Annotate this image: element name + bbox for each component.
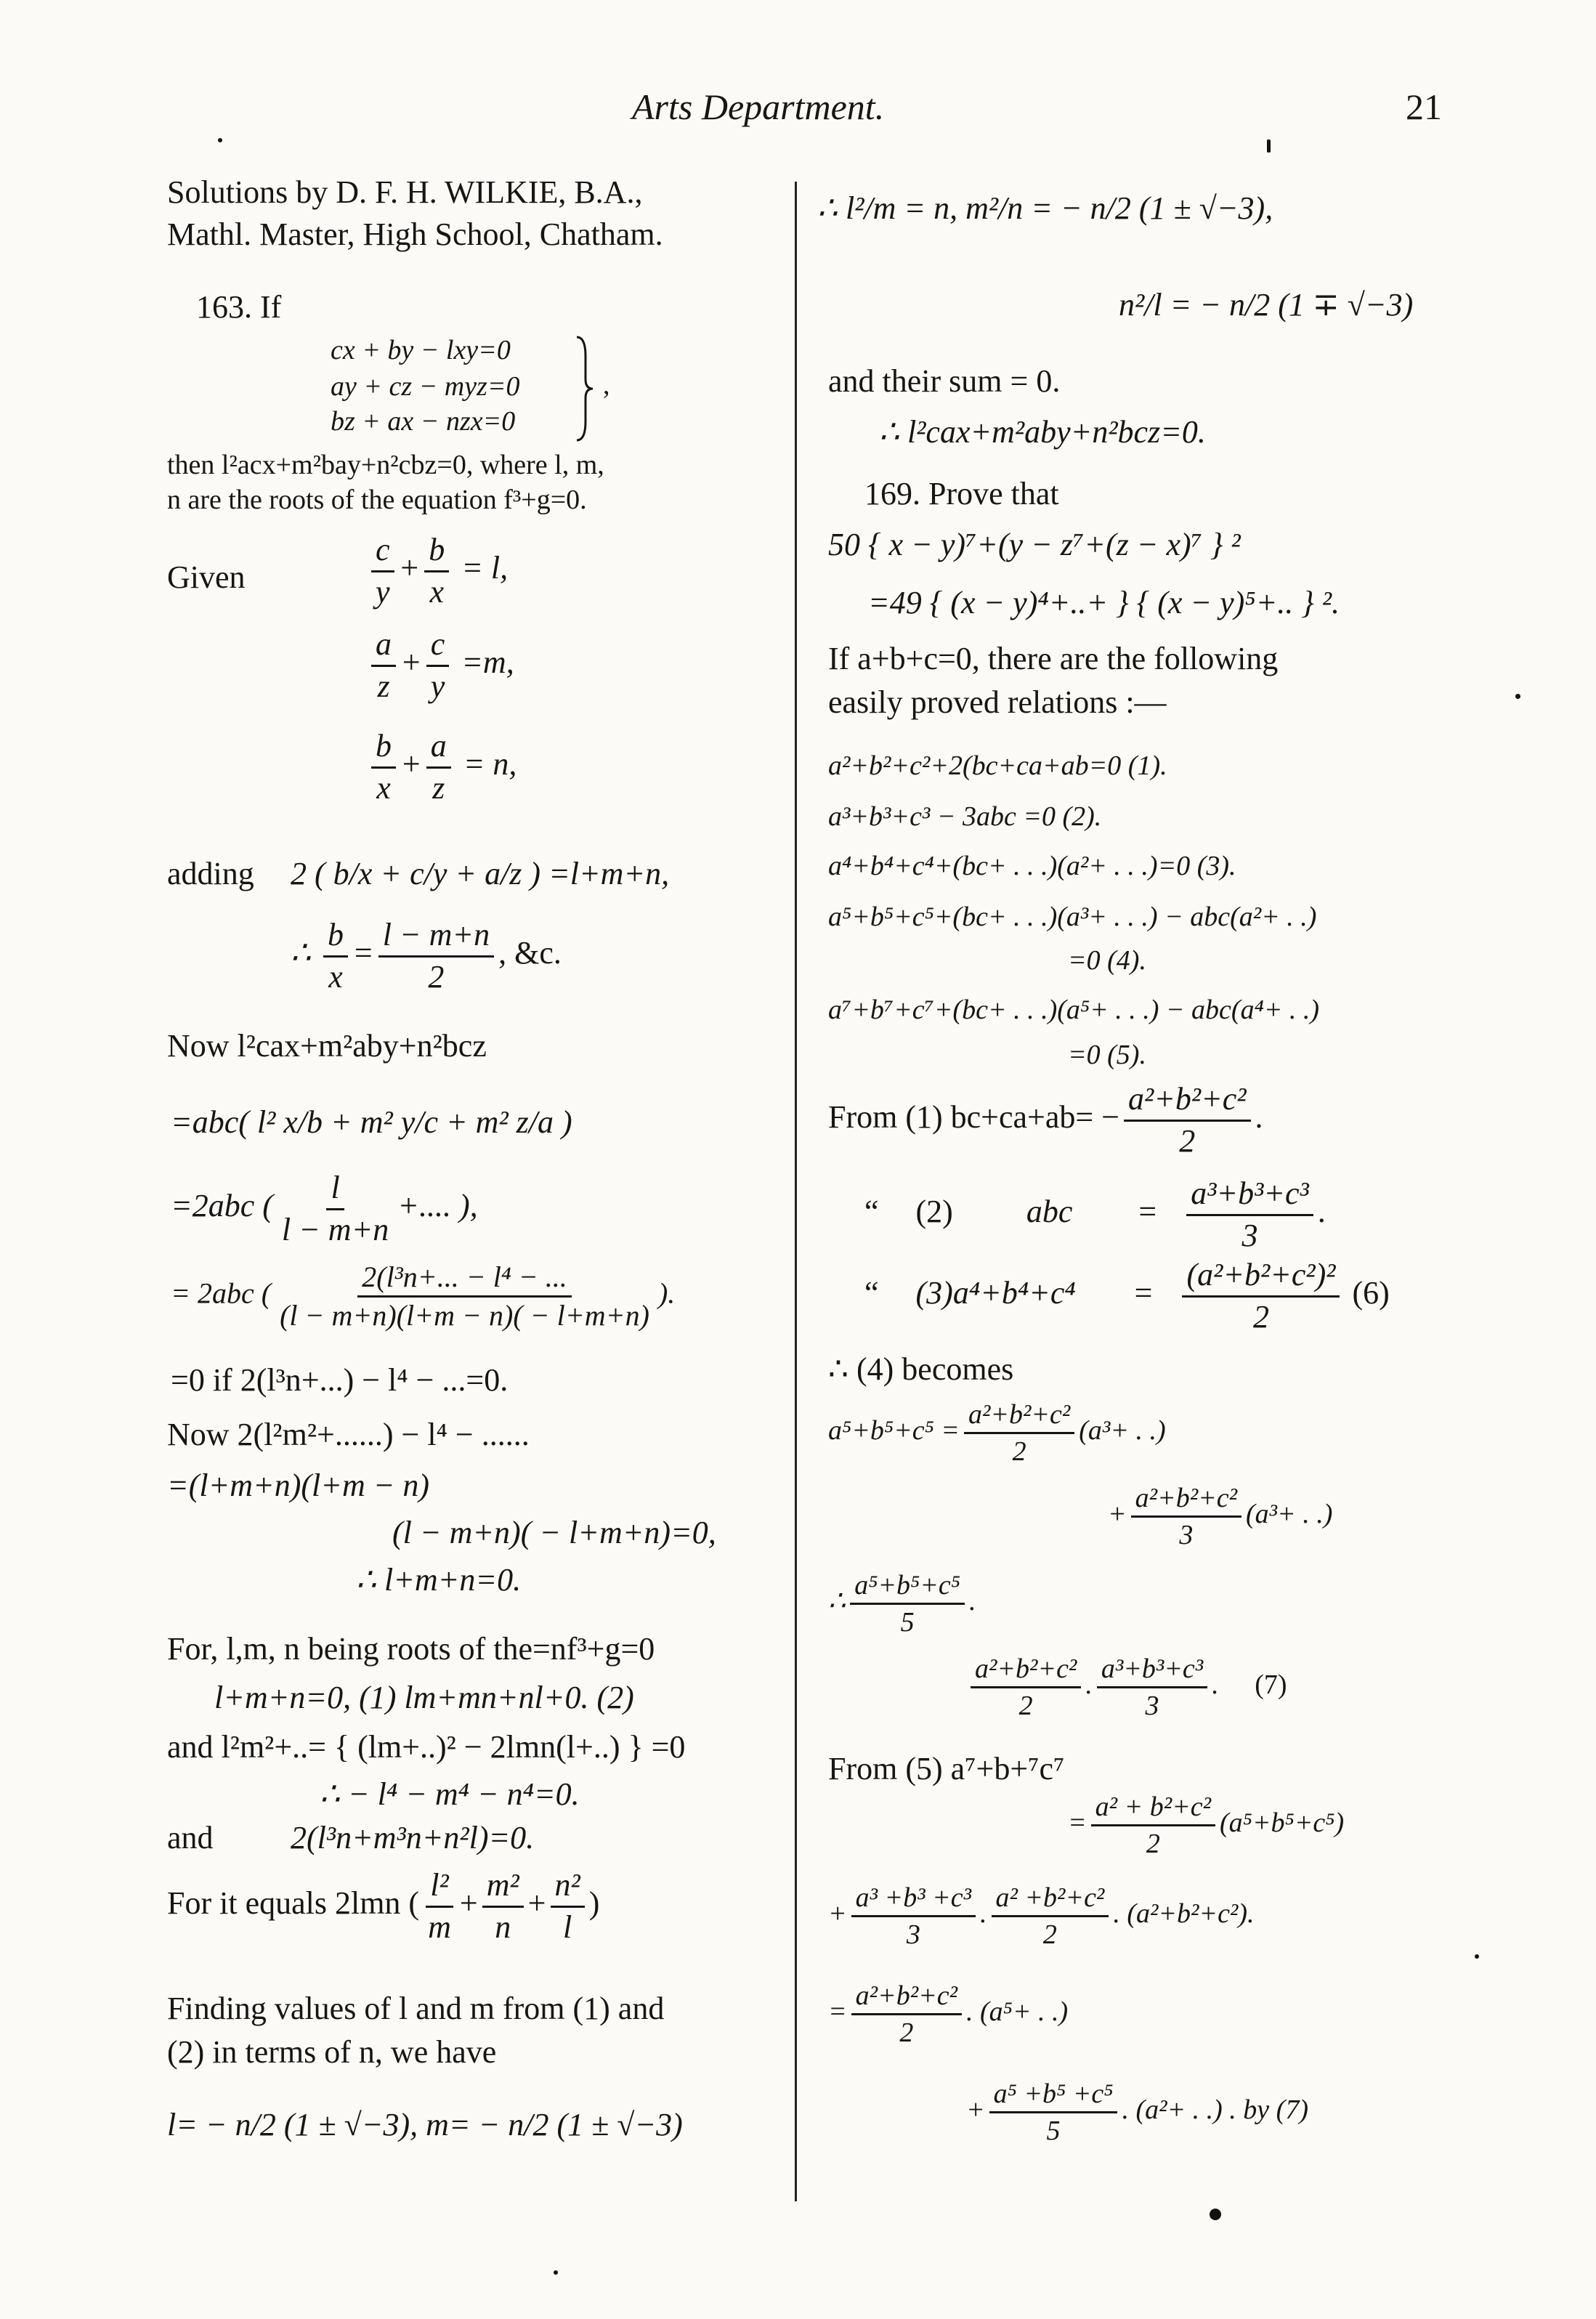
frac-den: 3 (1145, 1691, 1159, 1721)
derivation-eq-1: =abc( l² x/b + m² y/c + m² z/a ) (171, 1104, 572, 1140)
frac-den: z (432, 769, 445, 806)
eq-mid: . (1085, 1670, 1093, 1701)
frac-num: a (371, 626, 396, 667)
eq-pre: = 2abc ( (171, 1276, 272, 1310)
now-line-2: Now 2(l²m²+......) − l⁴ − ...... (167, 1417, 530, 1452)
eq-rhs: = l, (461, 550, 509, 586)
frac-num: l (326, 1170, 344, 1210)
eq-post: ). (657, 1276, 676, 1310)
eq-post: . (a⁵+ . .) (966, 1996, 1069, 2028)
frac-num: a²+b²+c² (851, 1980, 962, 2015)
eq-pre: + (1108, 1499, 1127, 1530)
derivation-eq-4: =0 if 2(l³n+...) − l⁴ − ...=0. (171, 1362, 509, 1398)
frac-den: 2 (428, 958, 445, 995)
from-5: From (5) a⁷+b+⁷c⁷ (828, 1751, 1065, 1786)
frac-den: m (428, 1909, 451, 1945)
frac-num: a³+b³+c³ (1186, 1175, 1313, 1216)
frac-num: m² (482, 1867, 524, 1908)
eq-sign: = (1134, 1275, 1153, 1311)
intro-line-1: Solutions by D. F. H. WILKIE, B.A., (167, 174, 643, 210)
relation-2: a³+b³+c³ − 3abc =0 (2). (828, 801, 1102, 832)
given-label: Given (167, 559, 246, 595)
frac-den: l − m+n (281, 1211, 389, 1247)
frac-num: a³+b³+c³ (1097, 1653, 1207, 1688)
finding-line-2: (2) in terms of n, we have (167, 2034, 497, 2070)
for-line-3: and l²m²+..= { (lm+..)² − 2lmn(l+..) } =0 (167, 1729, 686, 1765)
eq-pre: From (1) bc+ca+ab= − (828, 1099, 1120, 1136)
scan-speck (218, 138, 222, 142)
for-line-4: ∴ − l⁴ − m⁴ − n⁴=0. (320, 1776, 580, 1812)
scan-speck (1267, 139, 1271, 153)
problem-169-label: 169. Prove that (864, 476, 1059, 511)
frac-num: c (426, 626, 450, 667)
frac-den: z (377, 668, 390, 704)
system-brace (574, 334, 596, 443)
scan-speck (554, 2270, 558, 2275)
l-m-values: l= − n/2 (1 ± √−3), m= − n/2 (1 ± √−3) (167, 2107, 683, 2142)
relation-1: a²+b²+c²+2(bc+ca+ab=0 (1). (828, 750, 1167, 781)
given-eq-2: $\frac{a}{z}$ + $\frac{c}{y}$ =m, (367, 626, 514, 705)
intro-line-2: Mathl. Master, High School, Chatham. (167, 216, 663, 252)
frac-den: 5 (1046, 2116, 1061, 2146)
frac-den: n (495, 1909, 511, 1945)
becomes-eq-3 (828, 1569, 976, 1638)
frac-den: 3 (906, 1919, 920, 1950)
for-line-5-and: and (167, 1820, 214, 1855)
column-divider (795, 182, 797, 2201)
derivation-eq-3 (171, 1260, 675, 1332)
right-eq-2: n²/l = − n/2 (1 ∓ √−3) (1119, 287, 1414, 323)
eq-post: (a⁵+b⁵+c⁵) (1220, 1808, 1345, 1839)
page-number: 21 (1406, 86, 1442, 127)
eq-ref: (2) (915, 1194, 953, 1230)
eq-pre: a⁵+b⁵+c⁵ = (828, 1415, 960, 1446)
then-line-2: n are the roots of the equation f³+g=0. (167, 485, 587, 515)
frac-num: a³ +b³ +c³ (851, 1882, 976, 1917)
from5-eq-1 (1068, 1791, 1344, 1860)
frac-den: 2 (1018, 1691, 1033, 1721)
right-eq-1: ∴ l²/m = n, m²/n = − n/2 (1 ± √−3), (817, 190, 1273, 226)
eq-pre: =2abc ( (171, 1188, 273, 1224)
frac-den: l (562, 1909, 572, 1945)
from-2 (828, 1175, 1326, 1254)
frac-den: 2 (1146, 1829, 1160, 1859)
frac-den: 2 (1012, 1436, 1026, 1467)
derivation-eq-5: =(l+m+n)(l+m − n) (167, 1468, 430, 1503)
becomes-eq-1 (828, 1399, 1166, 1468)
system-eq-3: bz + ax − nzx=0 (331, 406, 516, 437)
eq-pre: = (828, 1996, 847, 2028)
eq-lhs: abc (1026, 1194, 1073, 1230)
from-3 (828, 1257, 1390, 1335)
eq-tag: (6) (1352, 1275, 1390, 1311)
relation-5a: a⁷+b⁷+c⁷+(bc+ . . .)(a⁵+ . . .) − abc(a⁴+ . .) (828, 995, 1320, 1025)
system-eq-2: ay + cz − myz=0 (331, 371, 520, 402)
problem-169-rhs: =49 { (x − y)⁴+..+ } { (x − y)⁵+.. } ². (868, 585, 1340, 620)
frac-den: y (430, 668, 445, 704)
eq-post: +.... ), (397, 1188, 478, 1224)
eq-post: . (1255, 1099, 1263, 1136)
frac-num: n² (551, 1867, 585, 1908)
frac-den: (l − m+n)(l+m − n)( − l+m+n) (280, 1299, 649, 1332)
becomes-eq-4 (966, 1653, 1287, 1722)
derivation-eq-6: (l − m+n)( − l+m+n)=0, (392, 1515, 716, 1550)
running-title: Arts Department. (632, 86, 885, 127)
eq-post: . (a²+b²+c²). (1113, 1898, 1255, 1930)
eq-post: (a³+ . .) (1246, 1499, 1333, 1530)
frac-num: a⁵+b⁵+c⁵ (850, 1569, 965, 1605)
from5-eq-4 (966, 2078, 1308, 2147)
frac-den: 2 (899, 2018, 914, 2048)
problem-163-label: 163. If (196, 289, 282, 325)
eq-pre: + (828, 1898, 847, 1930)
frac-num: a⁵ +b⁵ +c⁵ (989, 2078, 1118, 2113)
frac-num: a²+b²+c² (964, 1399, 1074, 1434)
eq-pre: + (966, 2095, 985, 2126)
eq-rhs: = n, (463, 746, 517, 782)
eq-post: . (1317, 1194, 1326, 1230)
frac-num: c (371, 532, 394, 572)
frac-num: a² + b²+c² (1091, 1791, 1215, 1826)
if-line-1: If a+b+c=0, there are the following (828, 641, 1279, 676)
then-line-1: then l²acx+m²bay+n²cbz=0, where l, m, (167, 450, 604, 480)
system-eq-1: cx + by − lxy=0 (331, 335, 511, 365)
finding-line-1: Finding values of l and m from (1) and (167, 1991, 665, 2026)
problem-169-lhs: 50 { x − y)⁷+(y − z⁷+(z − x)⁷ } ² (828, 527, 1241, 562)
scan-speck (1210, 2209, 1221, 2220)
from5-eq-3 (828, 1980, 1068, 2049)
scan-speck (1475, 1954, 1479, 1959)
relation-5b: =0 (5). (1068, 1040, 1146, 1070)
frac-den: x (429, 573, 444, 610)
frac-den: 3 (1179, 1520, 1194, 1550)
frac-den: x (328, 958, 343, 995)
given-eq-3: $\frac{b}{x}$ + $\frac{a}{z}$ = n, (367, 728, 517, 806)
adding-equation: 2 ( b/x + c/y + a/z ) =l+m+n, (291, 856, 670, 891)
for-line-1: For, l,m, n being roots of the=nf³+g=0 (167, 1631, 655, 1667)
for-line-5-eq: 2(l³n+m³n+n²l)=0. (291, 1820, 535, 1855)
eq-post: . (1212, 1670, 1219, 1701)
relation-4b: =0 (4). (1068, 945, 1146, 976)
eq-pre: = (1068, 1808, 1087, 1839)
therefore-b-over-x: ∴ $\frac{b}{x}$ = $\frac{l - m+n}{2}$ , &c. (291, 917, 562, 995)
frac-num: a (426, 728, 451, 769)
frac-num: l − m+n (378, 917, 494, 958)
for-it-equals: For it equals 2lmn ( $\frac{\text{l²}}{m}$ + $\frac{\text{m²}}{n}$ + $\frac{\text{n²}}{l}$ ) (167, 1867, 600, 1945)
frac-num: l² (426, 1867, 453, 1908)
eq-sign: = (1138, 1194, 1157, 1230)
from5-eq-2 (828, 1882, 1254, 1951)
frac-num: b (424, 532, 449, 572)
frac-den: y (376, 573, 390, 610)
eq-pre: For it equals 2lmn ( (167, 1885, 420, 1922)
becomes-line: ∴ (4) becomes (828, 1351, 1014, 1387)
for-line-2: l+m+n=0, (1) lm+mn+nl+0. (2) (214, 1680, 634, 1715)
frac-den: 2 (1042, 1919, 1057, 1950)
frac-num: a² +b²+c² (992, 1882, 1109, 1917)
eq-lhs: (3)a⁴+b⁴+c⁴ (915, 1275, 1076, 1311)
eq-post: . (a²+ . .) . by (7) (1122, 2095, 1308, 2126)
right-sum-line: and their sum = 0. (828, 363, 1061, 399)
eq-post: (a³+ . .) (1079, 1415, 1166, 1446)
frac-num: (a²+b²+c²)² (1182, 1257, 1340, 1298)
relation-3: a⁴+b⁴+c⁴+(bc+ . . .)(a²+ . . .)=0 (3). (828, 851, 1236, 881)
frac-den: 2 (1252, 1298, 1269, 1335)
frac-num: a²+b²+c² (1131, 1482, 1241, 1518)
if-line-2: easily proved relations :— (828, 684, 1167, 720)
frac-num: b (371, 728, 396, 769)
right-conclusion: ∴ l²cax+m²aby+n²bcz=0. (879, 414, 1206, 450)
ditto-mark: “ (864, 1194, 879, 1230)
frac-num: a²+b²+c² (1124, 1081, 1251, 1122)
frac-den: 5 (900, 1607, 915, 1638)
eq-rhs: =m, (461, 644, 514, 681)
frac-num: a²+b²+c² (971, 1653, 1081, 1688)
given-eq-1: $\frac{c}{y}$ + $\frac{b}{x}$ = l, (367, 532, 508, 610)
eq-tail: , &c. (498, 935, 562, 971)
eq-mid: . (980, 1898, 987, 1930)
adding-label: adding (167, 856, 254, 891)
frac-den: 2 (1179, 1122, 1196, 1159)
eq-post: . (968, 1586, 976, 1617)
from-1 (828, 1081, 1263, 1160)
becomes-eq-2 (1108, 1482, 1332, 1551)
frac-num: b (323, 917, 348, 958)
now-line-1: Now l²cax+m²aby+n²bcz (167, 1028, 487, 1064)
scan-speck (1515, 694, 1520, 699)
ditto-mark: “ (864, 1275, 879, 1311)
frac-num: 2(l³n+... − l⁴ − ... (357, 1260, 571, 1298)
eq-pre: ∴ (828, 1586, 846, 1617)
system-comma: , (603, 370, 610, 400)
frac-den: 3 (1241, 1217, 1258, 1253)
relation-4a: a⁵+b⁵+c⁵+(bc+ . . .)(a³+ . . .) − abc(a²+ . .) (828, 902, 1317, 932)
frac-den: x (376, 769, 391, 806)
derivation-eq-2 (171, 1170, 478, 1248)
derivation-eq-7: ∴ l+m+n=0. (356, 1562, 522, 1598)
eq-tag: (7) (1255, 1670, 1287, 1701)
eq-post: ) (588, 1885, 600, 1922)
